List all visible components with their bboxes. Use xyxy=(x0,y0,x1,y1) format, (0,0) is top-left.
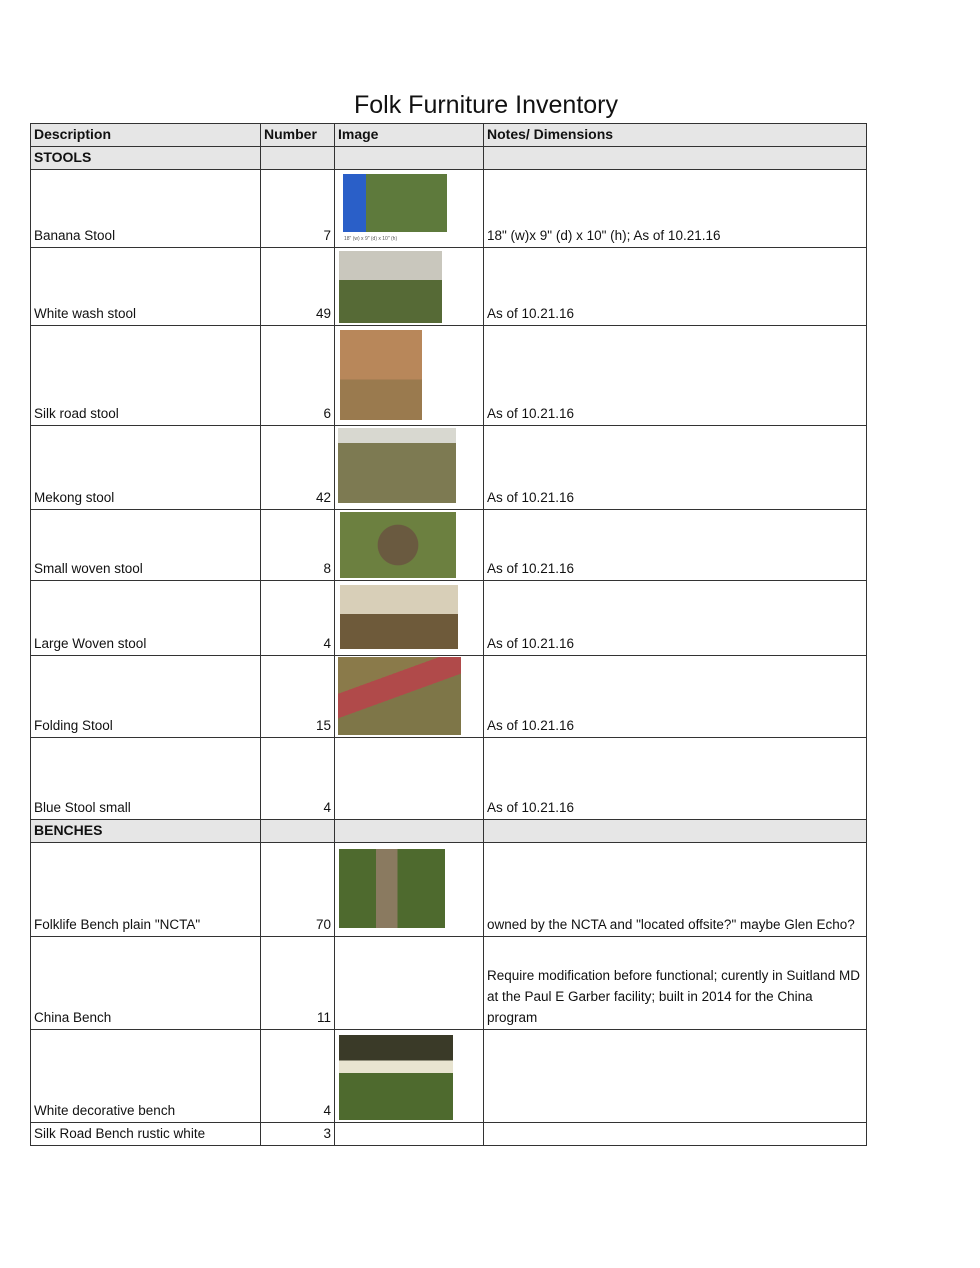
image-cell xyxy=(335,326,484,426)
table-row xyxy=(31,738,867,820)
description-cell: Mekong stool xyxy=(31,426,261,510)
inventory-table xyxy=(30,123,867,1146)
large-woven-stool-photo xyxy=(340,585,458,649)
image-cell xyxy=(335,1030,484,1123)
description-cell: China Bench xyxy=(31,937,261,1030)
number-cell: 4 xyxy=(261,581,335,656)
image-cell xyxy=(335,843,484,937)
image-cell xyxy=(335,581,484,656)
notes-cell: 18" (w)x 9" (d) x 10" (h); As of 10.21.16 xyxy=(484,170,867,248)
notes-cell: As of 10.21.16 xyxy=(484,248,867,326)
description-cell: Banana Stool xyxy=(31,170,261,248)
notes-cell xyxy=(484,1123,867,1146)
table-row xyxy=(31,426,867,510)
notes-cell: As of 10.21.16 xyxy=(484,738,867,820)
column-header-notes: Notes/ Dimensions xyxy=(484,124,867,147)
notes-cell: As of 10.21.16 xyxy=(484,510,867,581)
number-cell: 70 xyxy=(261,843,335,937)
number-cell: 7 xyxy=(261,170,335,248)
number-cell: 4 xyxy=(261,738,335,820)
description-cell: White decorative bench xyxy=(31,1030,261,1123)
description-cell: White wash stool xyxy=(31,248,261,326)
table-row xyxy=(31,1123,867,1146)
table-row xyxy=(31,843,867,937)
silk-road-stool-photo xyxy=(340,330,422,420)
table-row xyxy=(31,248,867,326)
number-cell: 8 xyxy=(261,510,335,581)
section-label: STOOLS xyxy=(31,147,261,170)
table-row xyxy=(31,326,867,426)
number-cell: 49 xyxy=(261,248,335,326)
section-row-benches xyxy=(31,820,867,843)
number-cell: 11 xyxy=(261,937,335,1030)
column-header-image: Image xyxy=(335,124,484,147)
notes-cell: As of 10.21.16 xyxy=(484,656,867,738)
number-cell: 6 xyxy=(261,326,335,426)
header-row xyxy=(31,124,867,147)
image-cell xyxy=(335,426,484,510)
image-cell xyxy=(335,248,484,326)
notes-cell: As of 10.21.16 xyxy=(484,326,867,426)
mekong-stool-photo xyxy=(338,428,456,503)
small-woven-stool-photo xyxy=(340,512,456,578)
table-row xyxy=(31,581,867,656)
image-cell xyxy=(335,738,484,820)
number-cell: 42 xyxy=(261,426,335,510)
photo-caption: 18" (w) x 9" (d) x 10" (h) xyxy=(344,236,398,242)
description-cell: Silk road stool xyxy=(31,326,261,426)
column-header-number: Number xyxy=(261,124,335,147)
image-cell xyxy=(335,510,484,581)
page-title: Folk Furniture Inventory xyxy=(354,91,618,119)
notes-cell: Require modification before functional; curently in Suitland MD at the Paul E Garber facility; built in 2014 for the China program xyxy=(484,937,867,1030)
table-row xyxy=(31,170,867,248)
number-cell: 15 xyxy=(261,656,335,738)
white-decorative-bench-photo xyxy=(339,1035,453,1120)
table-row xyxy=(31,656,867,738)
description-cell: Small woven stool xyxy=(31,510,261,581)
column-header-description: Description xyxy=(31,124,261,147)
number-cell: 4 xyxy=(261,1030,335,1123)
image-cell xyxy=(335,170,484,248)
description-cell: Folding Stool xyxy=(31,656,261,738)
table-row xyxy=(31,937,867,1030)
banana-stool-photo xyxy=(343,174,447,232)
description-cell: Silk Road Bench rustic white xyxy=(31,1123,261,1146)
table-row xyxy=(31,1030,867,1123)
description-cell: Blue Stool small xyxy=(31,738,261,820)
folklife-bench-photo xyxy=(339,849,445,928)
notes-cell: As of 10.21.16 xyxy=(484,426,867,510)
section-row-stools xyxy=(31,147,867,170)
table-row xyxy=(31,510,867,581)
image-cell xyxy=(335,1123,484,1146)
notes-cell: As of 10.21.16 xyxy=(484,581,867,656)
description-cell: Large Woven stool xyxy=(31,581,261,656)
section-label: BENCHES xyxy=(31,820,261,843)
number-cell: 3 xyxy=(261,1123,335,1146)
image-cell xyxy=(335,656,484,738)
image-cell xyxy=(335,937,484,1030)
notes-cell: owned by the NCTA and "located offsite?" maybe Glen Echo? xyxy=(484,843,867,937)
description-cell: Folklife Bench plain "NCTA" xyxy=(31,843,261,937)
notes-cell xyxy=(484,1030,867,1123)
folding-stool-photo xyxy=(338,657,461,735)
white-wash-stool-photo xyxy=(339,251,442,323)
